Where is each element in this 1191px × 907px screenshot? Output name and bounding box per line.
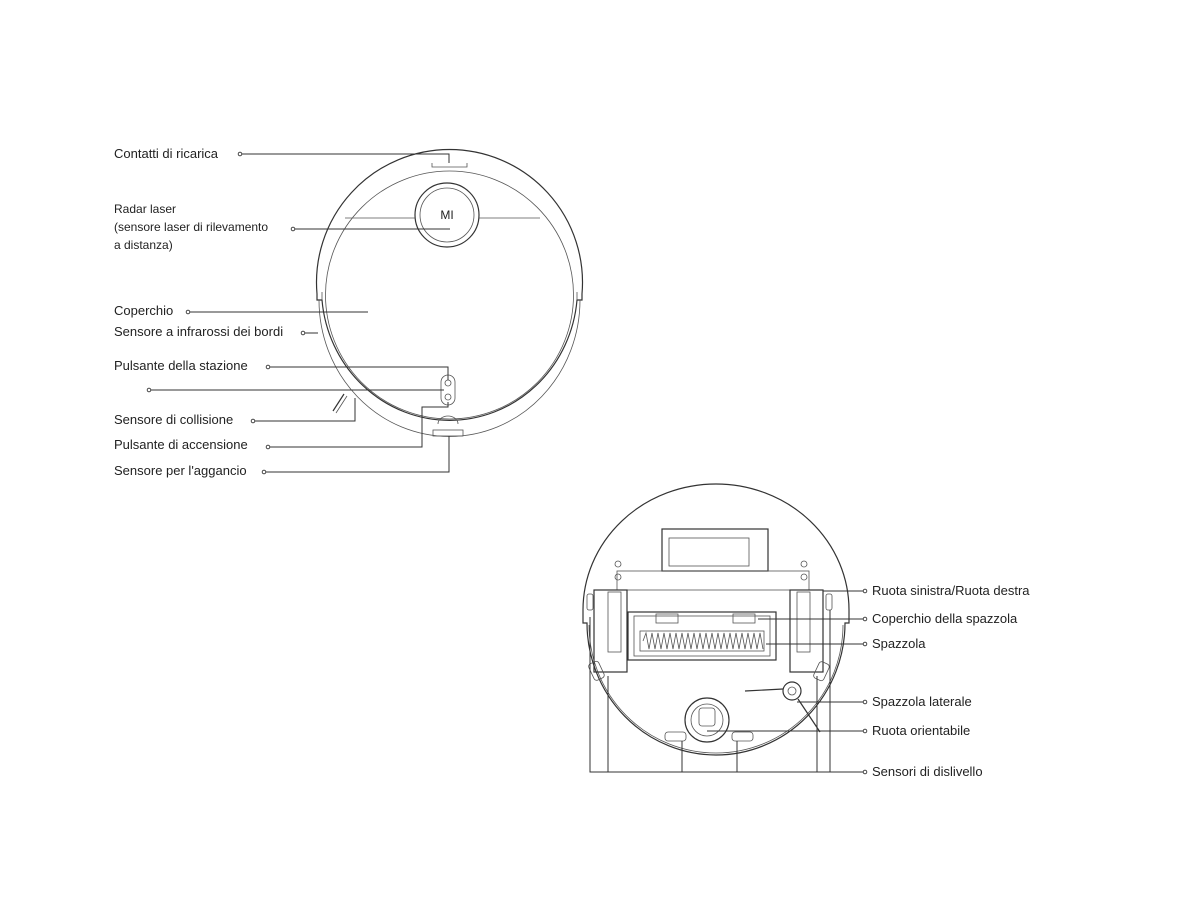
top-view-body <box>317 149 583 420</box>
label-power-button: Pulsante di accensione <box>114 437 248 452</box>
label-laser-radar-line1: Radar laser <box>114 202 177 216</box>
label-laser-radar-line3: a distanza) <box>114 238 173 252</box>
label-wheels: Ruota sinistra/Ruota destra <box>872 583 1030 598</box>
label-dock-button: Pulsante della stazione <box>114 358 248 373</box>
cliff-sensor-right <box>813 661 831 682</box>
dock-button <box>445 380 451 386</box>
cliff-sensor-front-left <box>665 732 686 741</box>
left-wheel <box>594 590 627 672</box>
top-view <box>114 146 583 478</box>
label-cover: Coperchio <box>114 303 174 318</box>
label-laser-radar-line2: (sensore laser di rilevamento <box>114 220 269 234</box>
label-cliff-sensors: Sensori di dislivello <box>872 764 983 779</box>
brand-logo: MI <box>440 208 454 222</box>
label-brush-cover: Coperchio della spazzola <box>872 611 1018 626</box>
dustbin-frame <box>617 571 809 590</box>
label-brush: Spazzola <box>872 636 926 651</box>
caster-wheel <box>685 698 729 742</box>
label-collision-sensor: Sensore di collisione <box>114 412 234 427</box>
label-charging-contacts: Contatti di ricarica <box>114 146 219 161</box>
cliff-sensor-front-right <box>732 732 753 741</box>
power-button <box>445 394 451 400</box>
label-side-brush: Spazzola laterale <box>872 694 972 709</box>
label-docking-sensor: Sensore per l'aggancio <box>114 463 247 478</box>
side-brush <box>783 682 801 700</box>
label-edge-sensor: Sensore a infrarossi dei bordi <box>114 324 284 339</box>
label-caster: Ruota orientabile <box>872 723 971 738</box>
charging-contacts <box>432 163 467 167</box>
bottom-view <box>583 484 1030 779</box>
right-wheel <box>790 590 823 672</box>
carry-handle <box>662 529 768 571</box>
